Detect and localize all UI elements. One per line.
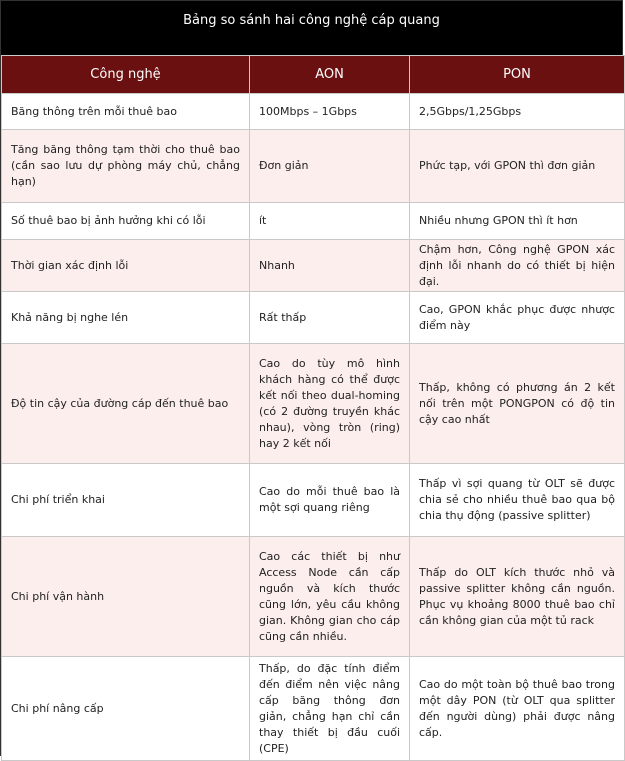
aon-cell: Đơn giản (250, 130, 410, 203)
table-row (2, 292, 625, 344)
header-aon: AON (250, 56, 410, 94)
criterion-cell: Số thuê bao bị ảnh hưởng khi có lỗi (2, 203, 250, 240)
criterion-cell: Chi phí nâng cấp (2, 657, 250, 761)
aon-cell: Cao các thiết bị như Access Node cần cấp nguồn và kích thước cũng lớn, yêu cầu không gian. Không gian cho cáp cũng cần nhiều. (250, 537, 410, 657)
table-row (2, 537, 625, 657)
pon-cell: 2,5Gbps/1,25Gbps (410, 94, 625, 130)
table-row (2, 94, 625, 130)
pon-cell: Thấp vì sợi quang từ OLT sẽ được chia sẻ cho nhiều thuê bao qua bộ chia thụ động (passive splitter) (410, 464, 625, 537)
criterion-cell: Chi phí triển khai (2, 464, 250, 537)
pon-cell: Nhiều nhưng GPON thì ít hơn (410, 203, 625, 240)
aon-cell: Thấp, do đặc tính điểm đến điểm nên việc nâng cấp băng thông đơn giản, chẳng hạn chỉ cần thay thiết bị đầu cuối (CPE) (250, 657, 410, 761)
criterion-cell: Băng thông trên mỗi thuê bao (2, 94, 250, 130)
pon-cell: Thấp do OLT kích thước nhỏ và passive splitter không cần nguồn. Phục vụ khoảng 8000 thuê bao chỉ cần không gian của một tủ rack (410, 537, 625, 657)
pon-cell: Chậm hơn, Công nghệ GPON xác định lỗi nhanh do có thiết bị hiện đại. (410, 240, 625, 292)
aon-cell: Nhanh (250, 240, 410, 292)
table-row (2, 240, 625, 292)
aon-cell: Rất thấp (250, 292, 410, 344)
pon-cell: Phức tạp, với GPON thì đơn giản (410, 130, 625, 203)
table-row (2, 344, 625, 464)
header-technology: Công nghệ (2, 56, 250, 94)
aon-cell: 100Mbps – 1Gbps (250, 94, 410, 130)
aon-cell: Cao do tùy mô hình khách hàng có thể được kết nối theo dual-homing (có 2 đường truyền khác nhau), vòng tròn (ring) hay 2 kết nối (250, 344, 410, 464)
criterion-cell: Tăng băng thông tạm thời cho thuê bao (cần sao lưu dự phòng máy chủ, chẳng hạn) (2, 130, 250, 203)
pon-cell: Thấp, không có phương án 2 kết nối trên một PONGPON có độ tin cậy cao nhất (410, 344, 625, 464)
criterion-cell: Khả năng bị nghe lén (2, 292, 250, 344)
table-row (2, 203, 625, 240)
pon-cell: Cao, GPON khắc phục được nhược điểm này (410, 292, 625, 344)
comparison-table (1, 55, 625, 761)
table-row (2, 464, 625, 537)
pon-cell: Cao do một toàn bộ thuê bao trong một dây PON (từ OLT qua splitter đến người dùng) phải được nâng cấp. (410, 657, 625, 761)
header-pon: PON (410, 56, 625, 94)
aon-cell: Cao do mỗi thuê bao là một sợi quang riêng (250, 464, 410, 537)
criterion-cell: Độ tin cậy của đường cáp đến thuê bao (2, 344, 250, 464)
table-row (2, 657, 625, 761)
aon-cell: ít (250, 203, 410, 240)
criterion-cell: Chi phí vận hành (2, 537, 250, 657)
header-row (2, 56, 625, 94)
table-row (2, 130, 625, 203)
criterion-cell: Thời gian xác định lỗi (2, 240, 250, 292)
table-title: Bảng so sánh hai công nghệ cáp quang (1, 1, 622, 55)
